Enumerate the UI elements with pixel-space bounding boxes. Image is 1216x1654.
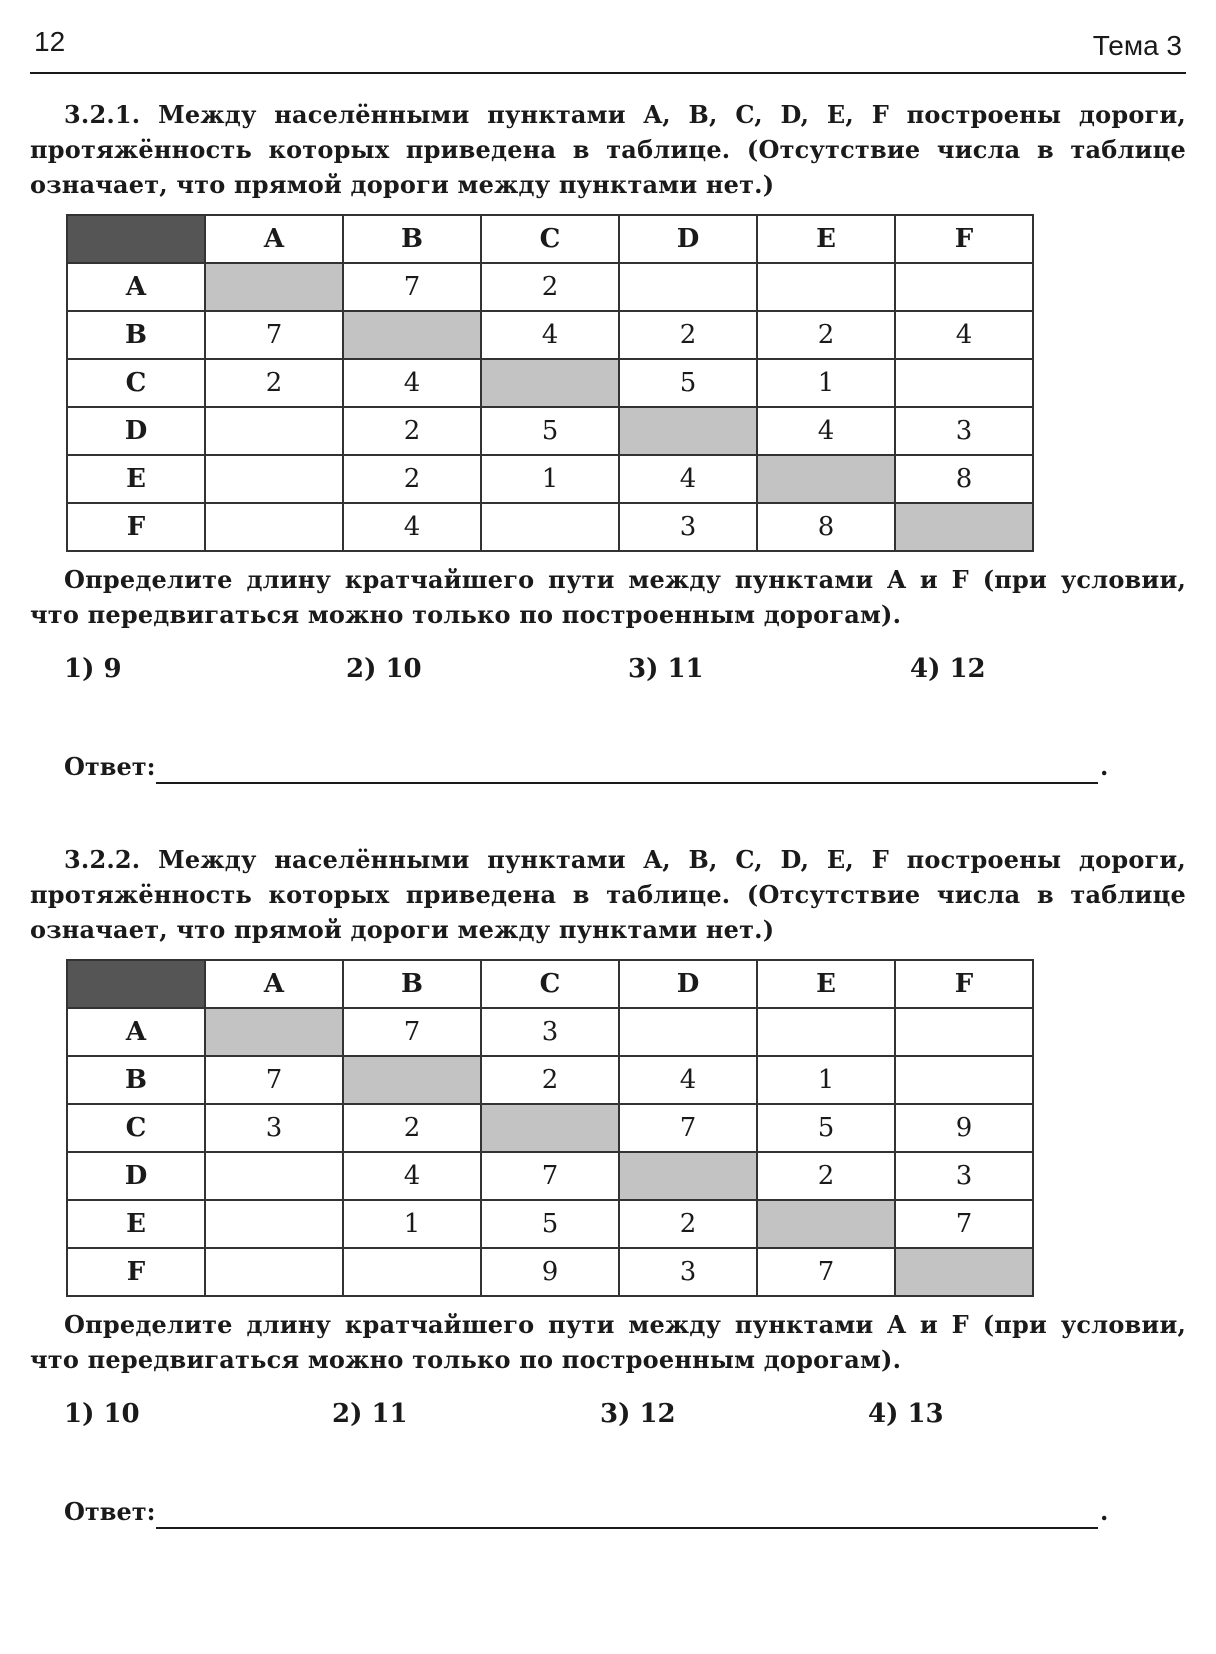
- row-header: B: [67, 311, 205, 359]
- diagonal-cell: [757, 455, 895, 503]
- answer-option[interactable]: 1) 10: [64, 1399, 140, 1429]
- column-header: F: [895, 960, 1033, 1008]
- table-cell: 5: [481, 1200, 619, 1248]
- table-row: [67, 1152, 1033, 1200]
- table-cell: 5: [757, 1104, 895, 1152]
- table-cell: 3: [481, 1008, 619, 1056]
- row-header: F: [67, 503, 205, 551]
- column-header: B: [343, 960, 481, 1008]
- table-cell: 7: [343, 263, 481, 311]
- table-row: [67, 311, 1033, 359]
- table-corner: [67, 960, 205, 1008]
- table-cell: 1: [481, 455, 619, 503]
- row-header: D: [67, 1152, 205, 1200]
- problem-3-2-2: [30, 842, 1186, 1537]
- diagonal-cell: [895, 1248, 1033, 1296]
- table-cell: [205, 455, 343, 503]
- answer-line[interactable]: [156, 1527, 1098, 1529]
- answer-option[interactable]: 2) 11: [332, 1399, 408, 1429]
- table-cell: 8: [895, 455, 1033, 503]
- table-cell: 5: [619, 359, 757, 407]
- column-header: F: [895, 215, 1033, 263]
- table-header-row: [67, 215, 1033, 263]
- table-cell: 4: [343, 1152, 481, 1200]
- table-cell: 2: [757, 1152, 895, 1200]
- table-cell: 2: [481, 263, 619, 311]
- row-header: E: [67, 455, 205, 503]
- table-cell: 2: [343, 455, 481, 503]
- problem-id: 3.2.2.: [64, 845, 141, 874]
- table-cell: [895, 1008, 1033, 1056]
- table-cell: [205, 1248, 343, 1296]
- table-cell: [619, 263, 757, 311]
- diagonal-cell: [205, 1008, 343, 1056]
- problem-statement: [30, 97, 1186, 202]
- table-cell: 4: [481, 311, 619, 359]
- table-cell: 1: [343, 1200, 481, 1248]
- table-cell: 4: [895, 311, 1033, 359]
- answer-option[interactable]: 1) 9: [64, 654, 122, 684]
- column-header: C: [481, 960, 619, 1008]
- diagonal-cell: [619, 1152, 757, 1200]
- table-cell: [619, 1008, 757, 1056]
- row-header: C: [67, 1104, 205, 1152]
- table-cell: 7: [205, 311, 343, 359]
- table-row: [67, 407, 1033, 455]
- table-cell: 2: [343, 407, 481, 455]
- answer-option[interactable]: 2) 10: [346, 654, 422, 684]
- table-cell: 7: [343, 1008, 481, 1056]
- table-cell: 8: [757, 503, 895, 551]
- row-header: A: [67, 1008, 205, 1056]
- diagonal-cell: [481, 359, 619, 407]
- table-cell: 4: [619, 1056, 757, 1104]
- table-cell: 7: [895, 1200, 1033, 1248]
- table-cell: 1: [757, 1056, 895, 1104]
- table-cell: [757, 263, 895, 311]
- table-cell: 2: [205, 359, 343, 407]
- row-header: C: [67, 359, 205, 407]
- table-cell: [205, 1152, 343, 1200]
- table-cell: 2: [481, 1056, 619, 1104]
- table-cell: 4: [343, 359, 481, 407]
- table-row: [67, 1056, 1033, 1104]
- table-cell: 9: [895, 1104, 1033, 1152]
- answer-option[interactable]: 4) 13: [868, 1399, 944, 1429]
- problem-statement: [30, 842, 1186, 947]
- table-row: [67, 1248, 1033, 1296]
- table-cell: [895, 263, 1033, 311]
- table-cell: 2: [619, 311, 757, 359]
- answer-line[interactable]: [156, 782, 1098, 784]
- table-row: [67, 503, 1033, 551]
- table-cell: [895, 1056, 1033, 1104]
- diagonal-cell: [481, 1104, 619, 1152]
- table-row: [67, 263, 1033, 311]
- answer-label: Ответ:: [64, 752, 156, 781]
- answer-period: .: [1100, 1497, 1109, 1526]
- table-cell: 2: [757, 311, 895, 359]
- row-header: B: [67, 1056, 205, 1104]
- column-header: A: [205, 960, 343, 1008]
- table-cell: [205, 407, 343, 455]
- table-row: [67, 1200, 1033, 1248]
- problem-id: 3.2.1.: [64, 100, 141, 129]
- table-cell: 5: [481, 407, 619, 455]
- row-header: A: [67, 263, 205, 311]
- diagonal-cell: [895, 503, 1033, 551]
- table-cell: [205, 1200, 343, 1248]
- table-cell: 4: [757, 407, 895, 455]
- problem-text: Между населёнными пунктами A, B, C, D, E, F построены дороги, протяжённость которых приведена в таблице. (Отсутствие числа в таблице означает, что прямой дороги между пунктами нет.): [30, 100, 1186, 199]
- table-cell: 3: [895, 407, 1033, 455]
- table-cell: 7: [481, 1152, 619, 1200]
- question-text: Определите длину кратчайшего пути между пунктами A и F (при условии, что передвигаться можно только по построенным дорогам).: [30, 1310, 1186, 1374]
- header-rule: [30, 72, 1186, 74]
- diagonal-cell: [343, 1056, 481, 1104]
- answer-field: [30, 1497, 1186, 1537]
- column-header: A: [205, 215, 343, 263]
- diagonal-cell: [757, 1200, 895, 1248]
- table-row: [67, 455, 1033, 503]
- table-cell: 3: [205, 1104, 343, 1152]
- topic-title: Тема 3: [1092, 30, 1182, 61]
- table-cell: 4: [343, 503, 481, 551]
- answer-options: [30, 654, 1186, 694]
- question-text: Определите длину кратчайшего пути между пунктами A и F (при условии, что передвигаться можно только по построенным дорогам).: [30, 565, 1186, 629]
- table-corner: [67, 215, 205, 263]
- row-header: F: [67, 1248, 205, 1296]
- table-row: [67, 1104, 1033, 1152]
- table-cell: 7: [619, 1104, 757, 1152]
- column-header: D: [619, 215, 757, 263]
- column-header: C: [481, 215, 619, 263]
- table-cell: [895, 359, 1033, 407]
- diagonal-cell: [205, 263, 343, 311]
- table-cell: 3: [895, 1152, 1033, 1200]
- problem-3-2-1: [30, 97, 1186, 792]
- answer-period: .: [1100, 752, 1109, 781]
- answer-option[interactable]: 4) 12: [910, 654, 986, 684]
- table-cell: [343, 1248, 481, 1296]
- table-header-row: [67, 960, 1033, 1008]
- row-header: E: [67, 1200, 205, 1248]
- column-header: E: [757, 215, 895, 263]
- table-cell: 1: [757, 359, 895, 407]
- answer-field: [30, 752, 1186, 792]
- table-cell: [757, 1008, 895, 1056]
- table-cell: 2: [619, 1200, 757, 1248]
- answer-option[interactable]: 3) 11: [628, 654, 704, 684]
- table-cell: 7: [757, 1248, 895, 1296]
- table-cell: 3: [619, 503, 757, 551]
- answer-label: Ответ:: [64, 1497, 156, 1526]
- table-cell: [205, 503, 343, 551]
- column-header: B: [343, 215, 481, 263]
- column-header: E: [757, 960, 895, 1008]
- table-cell: 3: [619, 1248, 757, 1296]
- table-cell: 9: [481, 1248, 619, 1296]
- diagonal-cell: [343, 311, 481, 359]
- table-cell: 2: [343, 1104, 481, 1152]
- column-header: D: [619, 960, 757, 1008]
- distance-table: [66, 959, 1034, 1297]
- table-cell: 4: [619, 455, 757, 503]
- table-cell: 7: [205, 1056, 343, 1104]
- table-cell: [481, 503, 619, 551]
- page-number: 12: [34, 26, 66, 57]
- row-header: D: [67, 407, 205, 455]
- table-row: [67, 359, 1033, 407]
- table-row: [67, 1008, 1033, 1056]
- answer-option[interactable]: 3) 12: [600, 1399, 676, 1429]
- distance-table: [66, 214, 1034, 552]
- answer-options: [30, 1399, 1186, 1439]
- diagonal-cell: [619, 407, 757, 455]
- problem-text: Между населёнными пунктами A, B, C, D, E, F построены дороги, протяжённость которых приведена в таблице. (Отсутствие числа в таблице означает, что прямой дороги между пунктами нет.): [30, 845, 1186, 944]
